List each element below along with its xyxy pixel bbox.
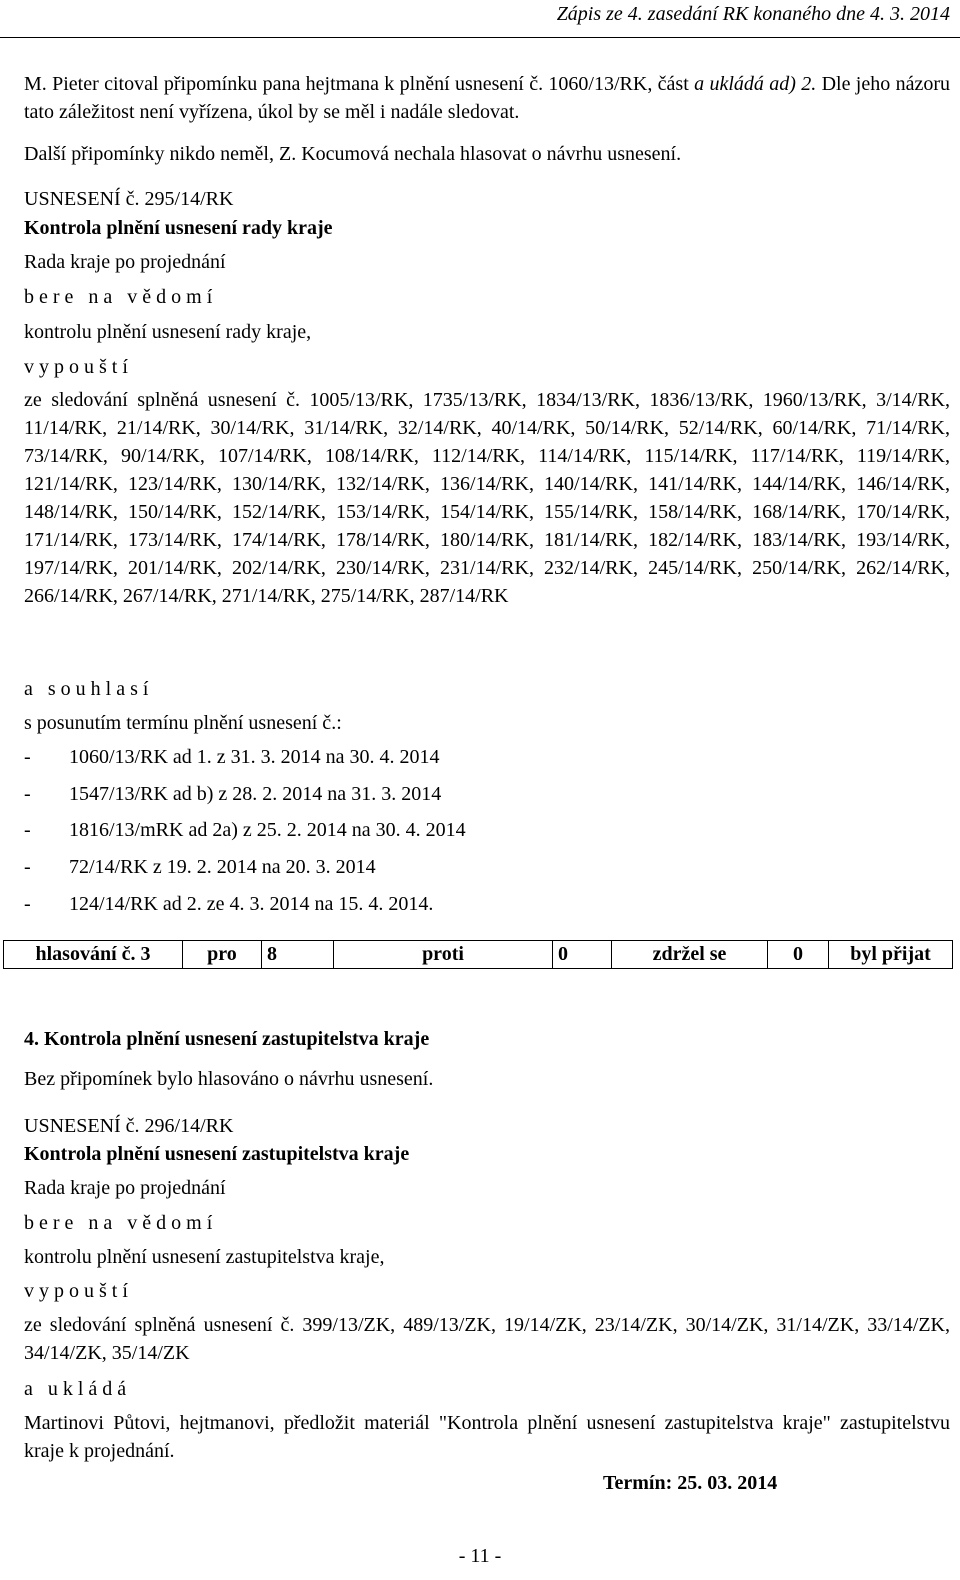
intro-text-a: M. Pieter citoval připomínku pana hejtmana k plnění usnesení č. 1060/13/RK, část xyxy=(24,73,695,95)
resolution-2-deadline: Termín: 25. 03. 2014 xyxy=(603,1472,778,1494)
resolution-2-verb-notes: bere na vědomí xyxy=(24,1212,218,1234)
resolution-1-council: Rada kraje po projednání xyxy=(24,251,226,273)
resolution-2-text-1: kontrolu plnění usnesení zastupitelstva kraje, xyxy=(24,1246,385,1268)
resolution-2-title: Kontrola plnění usnesení zastupitelstva kraje xyxy=(24,1143,410,1165)
intro-paragraph-1 xyxy=(24,70,950,126)
dash: - xyxy=(24,893,31,915)
resolution-1-text-3: s posunutím termínu plnění usnesení č.: xyxy=(24,712,342,734)
vote-pro-value: 8 xyxy=(262,941,334,969)
intro-paragraph-2: Další připomínky nikdo neměl, Z. Kocumová nechala hlasovat o návrhu usnesení. xyxy=(24,143,682,165)
postpone-item-text: 1816/13/mRK ad 2a) z 25. 2. 2014 na 30. 4. 2014 xyxy=(69,819,466,841)
resolution-1-text-1: kontrolu plnění usnesení rady kraje, xyxy=(24,321,312,343)
vote-result: byl přijat xyxy=(829,941,953,969)
vote-proti-label: proti xyxy=(334,941,553,969)
section-4-heading: 4. Kontrola plnění usnesení zastupitelstva kraje xyxy=(24,1028,430,1050)
dash: - xyxy=(24,856,31,878)
postpone-item-text: 124/14/RK ad 2. ze 4. 3. 2014 na 15. 4. 2014. xyxy=(69,893,434,915)
resolution-2-verb-orders: a ukládá xyxy=(24,1378,132,1400)
resolution-2-task-text: Martinovi Půtovi, hejtmanovi, předložit materiál "Kontrola plnění usnesení zastupitelstva kraje" zastupitelstvu kraje k projednání. xyxy=(24,1412,950,1462)
vote-proti-value: 0 xyxy=(553,941,612,969)
resolution-1-verb-removes: vypouští xyxy=(24,356,133,378)
page-number: - 11 - xyxy=(458,1545,502,1567)
intro-text-italic: a ukládá ad) 2. xyxy=(694,73,817,95)
vote-abstain-label: zdržel se xyxy=(612,941,768,969)
vote-label: hlasování č. 3 xyxy=(4,941,183,969)
postpone-item-text: 1060/13/RK ad 1. z 31. 3. 2014 na 30. 4. 2014 xyxy=(69,746,440,768)
postpone-item xyxy=(24,890,433,918)
postpone-item xyxy=(24,780,441,808)
vote-pro-label: pro xyxy=(183,941,262,969)
resolution-1-removed-list: ze sledování splněná usnesení č. 1005/13/RK, 1735/13/RK, 1834/13/RK, 1836/13/RK, 1960/13/RK, 3/14/RK, 11/14/RK, 21/14/RK, 30/14/RK, 31/14/RK, 32/14/RK, 40/14/RK, 50/14/RK, 52/14/RK, 60/14/RK, 71/14/RK, 73/14/RK, 90/14/RK, 107/14/RK, 108/14/RK, 112/14/RK, 114/14/RK, 115/14/RK, 117/14/RK, 119/14/RK, 121/14/RK, 123/14/RK, 130/14/RK, 132/14/RK, 136/14/RK, 140/14/RK, 141/14/RK, 144/14/RK, 146/14/RK, 148/14/RK, 150/14/RK, 152/14/RK, 153/14/RK, 154/14/RK, 155/14/RK, 158/14/RK, 168/14/RK, 170/14/RK, 171/14/RK, 173/14/RK, 174/14/RK, 178/14/RK, 180/14/RK, 181/14/RK, 182/14/RK, 183/14/RK, 193/14/RK, 197/14/RK, 201/14/RK, 202/14/RK, 230/14/RK, 231/14/RK, 232/14/RK, 245/14/RK, 250/14/RK, 262/14/RK, 266/14/RK, 267/14/RK, 271/14/RK, 275/14/RK, 287/14/RK xyxy=(24,389,950,607)
resolution-2-number: USNESENÍ č. 296/14/RK xyxy=(24,1115,234,1137)
postpone-item xyxy=(24,743,440,771)
dash: - xyxy=(24,819,31,841)
vote-table xyxy=(3,940,953,969)
resolution-2-removed-list: ze sledování splněná usnesení č. 399/13/ZK, 489/13/ZK, 19/14/ZK, 23/14/ZK, 30/14/ZK, 31/14/ZK, 33/14/ZK, 34/14/ZK, 35/14/ZK xyxy=(24,1314,950,1364)
dash: - xyxy=(24,746,31,768)
vote-row xyxy=(4,941,953,969)
postpone-item xyxy=(24,853,376,881)
resolution-1-verb-notes: bere na vědomí xyxy=(24,286,218,308)
dash: - xyxy=(24,783,31,805)
resolution-2-verb-removes: vypouští xyxy=(24,1280,133,1302)
resolution-1-number: USNESENÍ č. 295/14/RK xyxy=(24,188,234,210)
postpone-item-text: 72/14/RK z 19. 2. 2014 na 20. 3. 2014 xyxy=(69,856,376,878)
intro-text-b: Dle jeho názoru tato záležitost není vyřízena, úkol by se měl i nadále sledovat. xyxy=(24,73,950,123)
resolution-1-verb-agrees: a souhlasí xyxy=(24,678,154,700)
section-4-note: Bez připomínek bylo hlasováno o návrhu usnesení. xyxy=(24,1068,434,1090)
page-header xyxy=(0,0,960,38)
postpone-item xyxy=(24,816,466,844)
resolution-2-council: Rada kraje po projednání xyxy=(24,1177,226,1199)
vote-abstain-value: 0 xyxy=(768,941,829,969)
postpone-item-text: 1547/13/RK ad b) z 28. 2. 2014 na 31. 3. 2014 xyxy=(69,783,442,805)
header-title: Zápis ze 4. zasedání RK konaného dne 4. 3. 2014 xyxy=(556,3,950,25)
resolution-1-title: Kontrola plnění usnesení rady kraje xyxy=(24,217,333,239)
